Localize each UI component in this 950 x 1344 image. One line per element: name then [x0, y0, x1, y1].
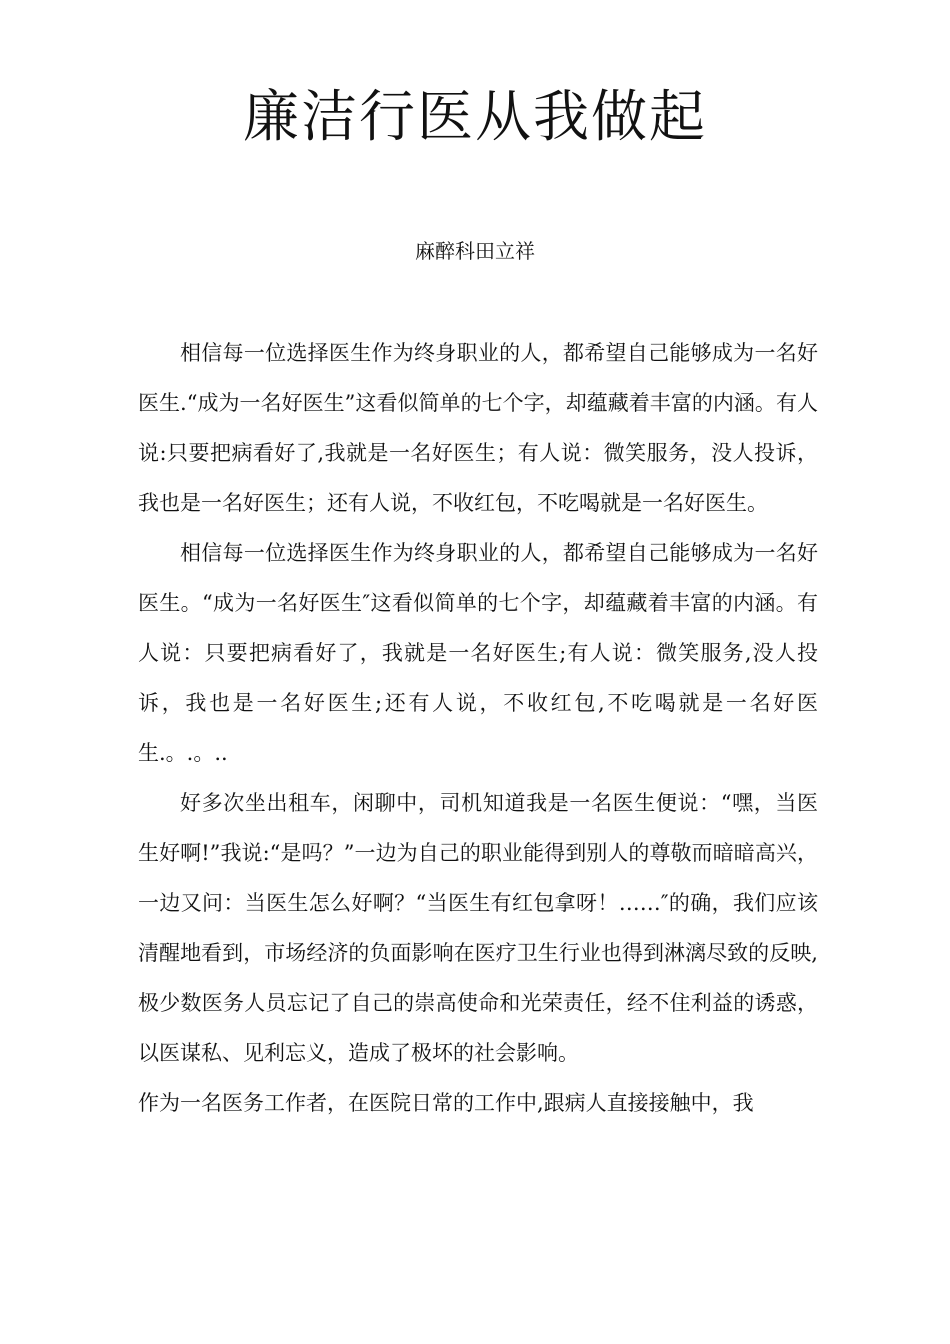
document-title: 廉洁行医从我做起 [243, 85, 707, 150]
paragraph-2: 相信每一位选择医生作为终身职业的人，都希望自己能够成为一名好医生。“成为一名好医生″这看似简单的七个字，却蕴藏着丰富的内涵。有人说：只要把病看好了，我就是一名好医生;有人说：微笑服务,没人投诉，我也是一名好医生;还有人说，不收红包,不吃喝就是一名好医生.。.。.. [138, 541, 818, 765]
document-body [138, 328, 818, 1128]
paragraph-4: 作为一名医务工作者，在医院日常的工作中,跟病人直接接触中，我 [138, 1091, 754, 1115]
author-line: 麻醉科田立祥 [415, 239, 535, 263]
paragraph-3: 好多次坐出租车，闲聊中，司机知道我是一名医生便说：“嘿，当医生好啊!”我说:“是吗？”一边为自己的职业能得到别人的尊敬而暗暗高兴，一边又问：当医生怎么好啊？“当医生有红包拿呀！……″的确，我们应该清醒地看到，市场经济的负面影响在医疗卫生行业也得到淋漓尽致的反映,极少数医务人员忘记了自己的崇高使命和光荣责任，经不住利益的诱惑，以医谋私、见利忘义，造成了极坏的社会影响。 [138, 791, 818, 1065]
paragraph-1: 相信每一位选择医生作为终身职业的人，都希望自己能够成为一名好医生.“成为一名好医生”这看似简单的七个字，却蕴藏着丰富的内涵。有人说:只要把病看好了,我就是一名好医生；有人说：微笑服务，没人投诉，我也是一名好医生；还有人说，不收红包，不吃喝就是一名好医生。 [138, 341, 818, 515]
